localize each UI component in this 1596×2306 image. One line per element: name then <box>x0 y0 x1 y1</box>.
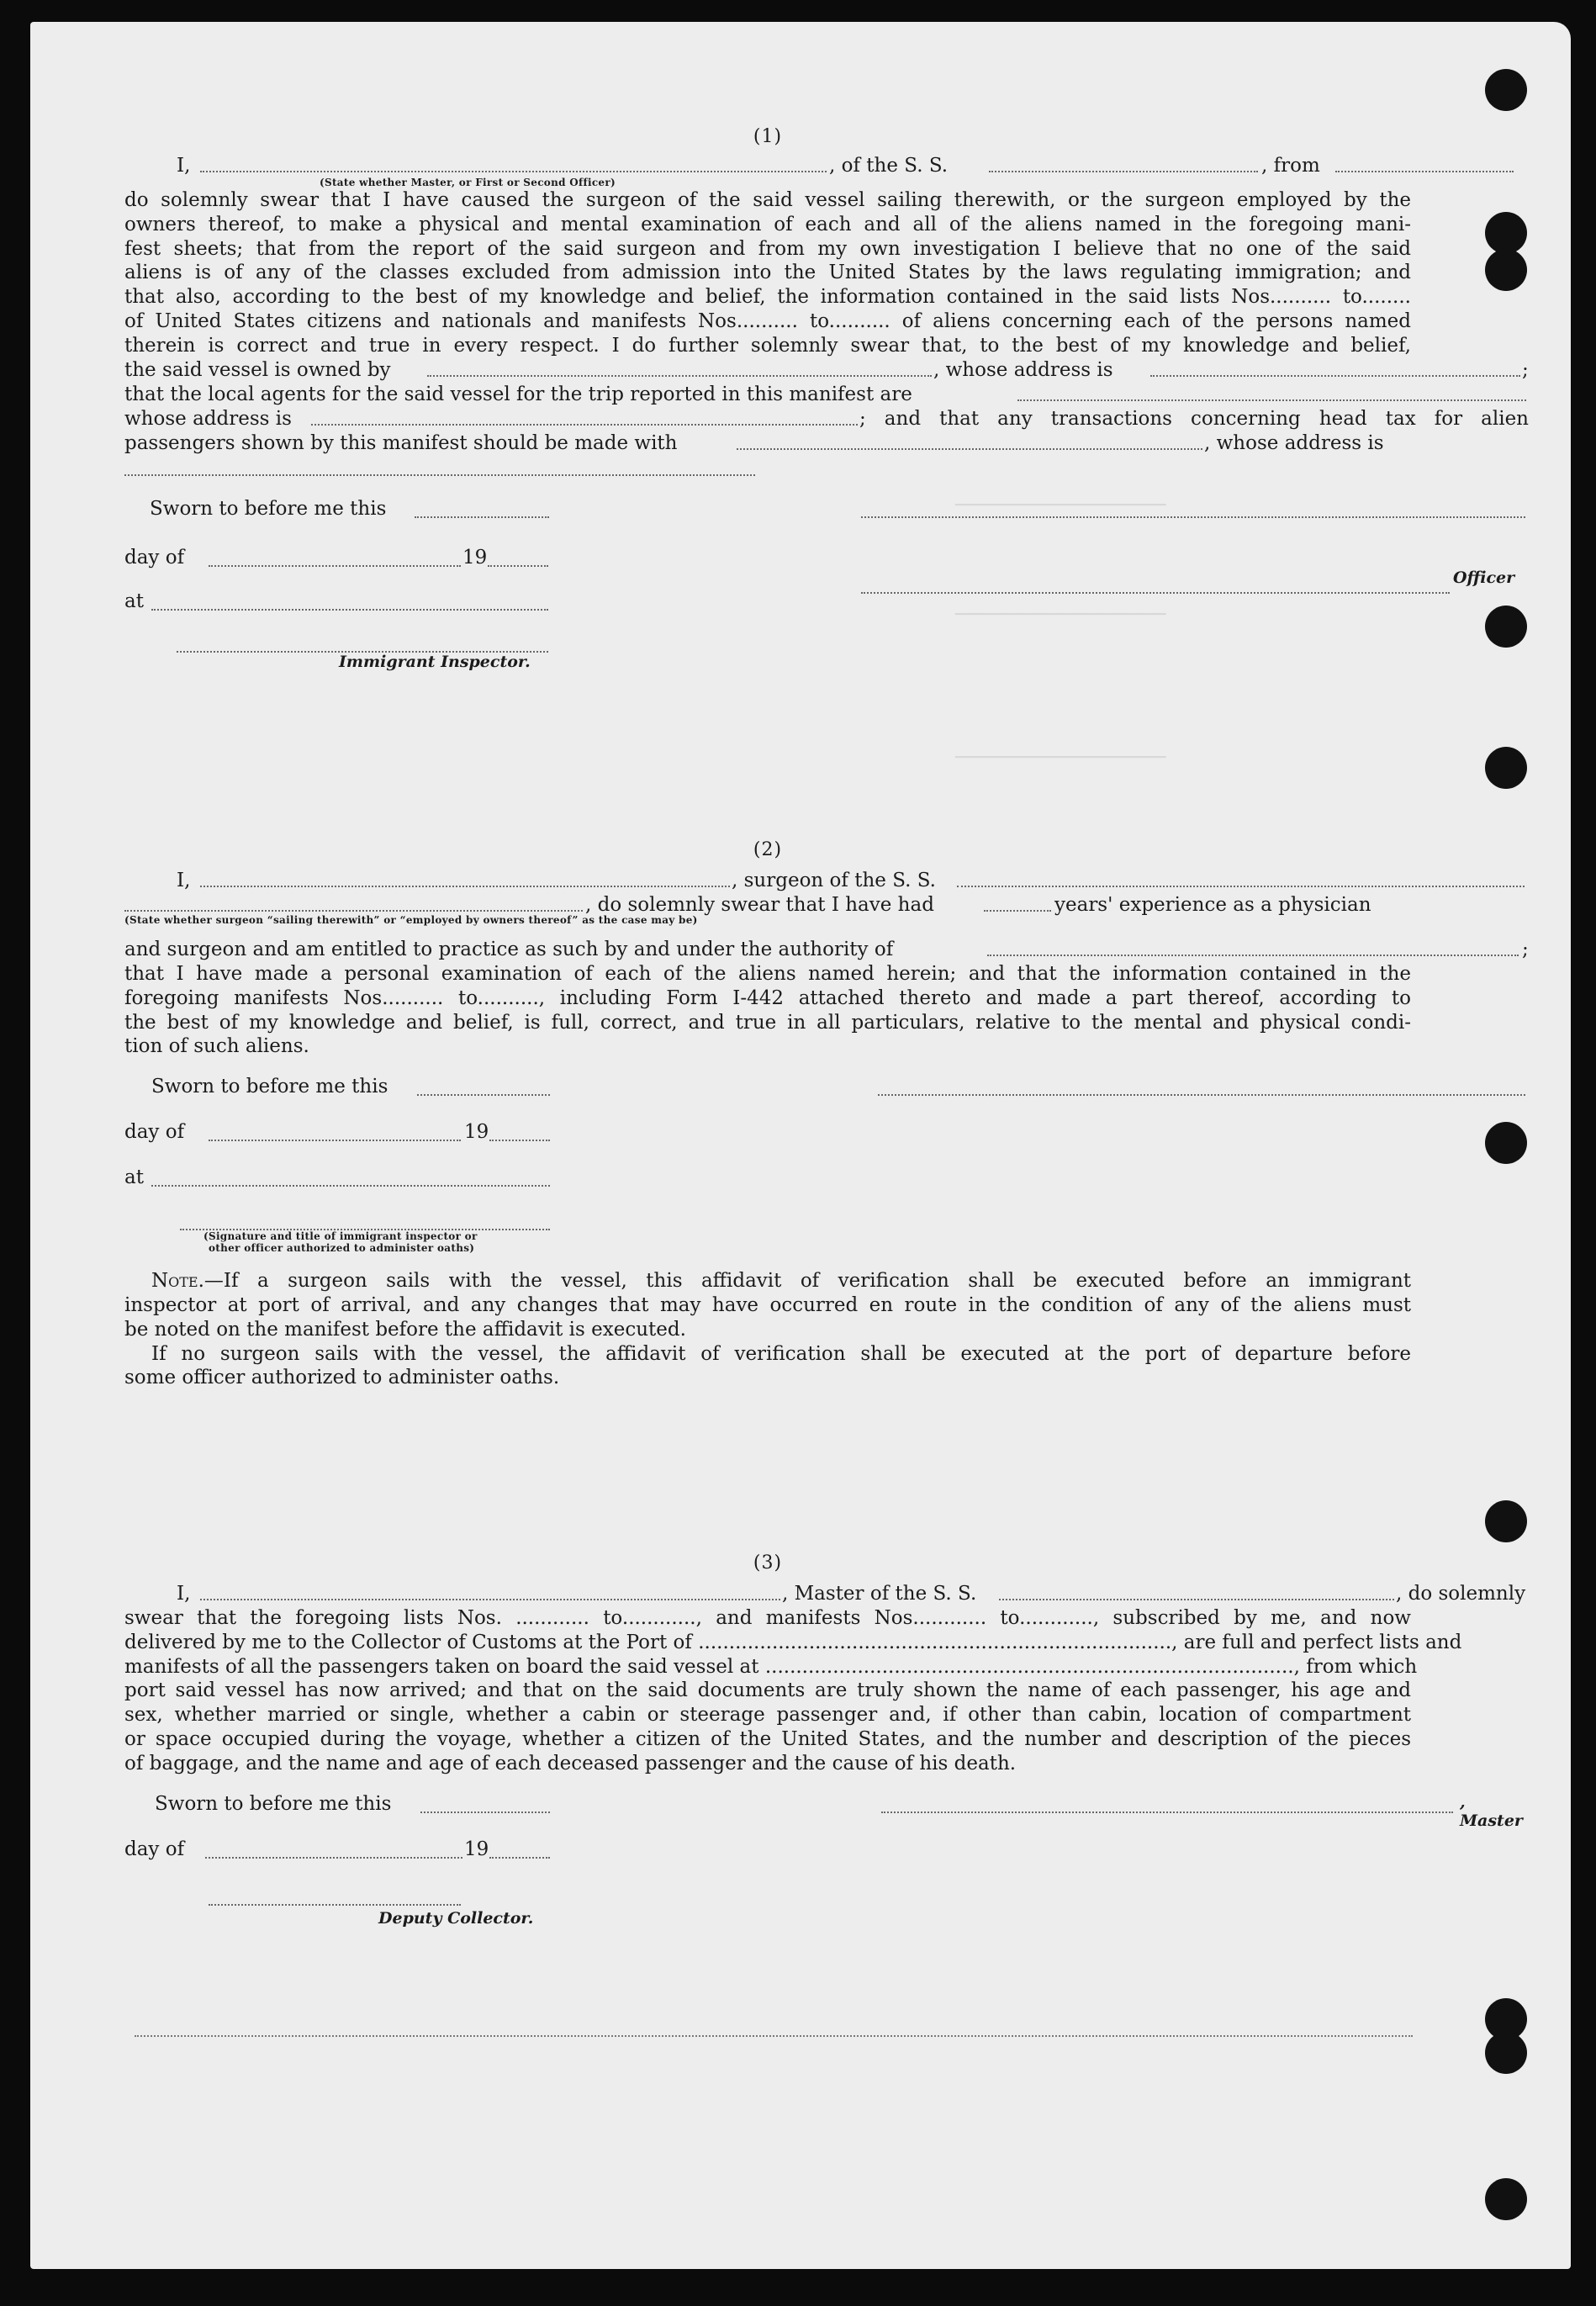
oath-i: I, <box>177 870 191 891</box>
year-label: 19 <box>462 546 488 569</box>
owned-by-label: the said vessel is owned by <box>124 358 391 381</box>
from-port-field[interactable] <box>1335 156 1514 172</box>
inspector-label: Immigrant Inspector. <box>339 652 531 671</box>
body-line: that also, according to the best of my knowledge and belief, the information contained in the said lists Nos.......... to........ <box>124 286 1411 309</box>
body-line: do solemnly swear that I have caused the surgeon of the said vessel sailing therewith, or the surgeon employed by the <box>124 189 1411 211</box>
officer-signature-field[interactable] <box>861 501 1525 518</box>
body-line: of baggage, and the name and age of each deceased passenger and the cause of his death. <box>124 1752 1017 1774</box>
day-of-label: day of <box>124 1121 185 1144</box>
deputy-signature-field[interactable] <box>209 1889 461 1906</box>
body-line: tion of such aliens. <box>124 1035 309 1058</box>
section-1-number: (1) <box>753 126 783 147</box>
inspector-sig-row <box>124 1214 1411 1261</box>
bleed-through-ghost: ──────────────── <box>955 745 1166 770</box>
passengers-label: passengers shown by this manifest should be made with <box>124 431 678 454</box>
body-line: therein is correct and true in every respect. I do further solemnly swear that, to the best of my knowledge and belief, <box>124 334 1411 357</box>
officer-title-field[interactable] <box>861 577 1450 594</box>
section-2-line-3 <box>124 938 1529 962</box>
agents-field[interactable] <box>1017 384 1526 401</box>
punch-hole <box>1485 606 1527 648</box>
authority-text: and surgeon and am entitled to practice as such by and under the authority of <box>124 939 894 960</box>
sworn-date-field[interactable] <box>417 1079 550 1096</box>
note-text: —If a surgeon sails with the vessel, this affidavit of verification shall be executed before an immigrant <box>203 1270 1411 1293</box>
at-label: at <box>124 1166 144 1189</box>
body-line: sex, whether married or single, whether a cabin or steerage passenger and, if other than cabin, location of compartment <box>124 1704 1411 1727</box>
owner-address-field[interactable] <box>1150 360 1520 377</box>
punch-hole <box>1485 249 1527 291</box>
body-line: or space occupied during the voyage, whether a citizen of the United States, and the number and description of the pieces <box>124 1727 1411 1750</box>
signature-caption: other officer authorized to administer oaths) <box>209 1242 475 1255</box>
body-line: foregoing manifests Nos.......... to.........., including Form I-442 attached thereto and made a part thereof, according to <box>124 986 1411 1009</box>
body-line: aliens is of any of the classes excluded from admission into the United States by the laws regulating immigration; and <box>124 262 1411 284</box>
at-row-2 <box>124 1165 1411 1214</box>
section-3-line-1 <box>124 1582 1526 1606</box>
owner-field[interactable] <box>427 360 932 377</box>
note-line: be noted on the manifest before the affidavit is executed. <box>124 1318 686 1341</box>
year-field[interactable] <box>489 1124 550 1141</box>
whose-address-end: , whose address is <box>1204 431 1384 454</box>
oath-i: I, <box>177 155 191 177</box>
master-label: Master <box>1460 1811 1523 1830</box>
note-line <box>124 1269 1411 1293</box>
semicolon: ; <box>1522 939 1529 960</box>
surgeon-name-field[interactable] <box>200 870 730 887</box>
signature-caption: (Signature and title of immigrant inspector or <box>203 1230 478 1243</box>
section-2 <box>124 839 1529 1390</box>
vessel-name-field[interactable] <box>989 156 1258 172</box>
body-line: delivered by me to the Collector of Customs at the Port of ............................................................................., are full and perfect lists and <box>124 1631 1462 1653</box>
agents-line <box>124 383 1411 407</box>
note-line: some officer authorized to administer oaths. <box>124 1367 560 1389</box>
body-line: owners thereof, to make a physical and mental examination of each and all of the aliens named in the foregoing mani- <box>124 213 1411 235</box>
bottom-dotted-rule <box>135 2035 1413 2037</box>
body-line: the best of my knowledge and belief, is full, correct, and true in all particulars, relative to the mental and physical condi- <box>124 1011 1411 1034</box>
inspector-signature-field[interactable] <box>177 636 548 653</box>
authority-field[interactable] <box>987 939 1519 956</box>
officer-signature-field[interactable] <box>180 1214 550 1230</box>
sworn-label: Sworn to before me this <box>150 497 387 520</box>
day-of-label: day of <box>124 1838 185 1860</box>
section-2-line-2 <box>124 893 1411 918</box>
day-of-label: day of <box>124 546 185 569</box>
owner-address-label: , whose address is <box>933 358 1113 381</box>
head-tax-address-field[interactable] <box>124 459 755 476</box>
surgeon-of-label: , surgeon of the S. S. <box>732 870 936 891</box>
punch-hole <box>1485 69 1527 111</box>
surgeon-status-field[interactable] <box>124 895 583 912</box>
passengers-line <box>124 431 1411 456</box>
section-2-number: (2) <box>753 839 783 860</box>
master-sig-label: , Master <box>1460 1792 1523 1830</box>
punch-hole <box>1485 747 1527 789</box>
head-tax-text: ; and that any transactions concerning head tax for alien <box>859 407 1529 430</box>
of-the-ss-label: , of the S. S. <box>829 155 949 177</box>
note-line: If no surgeon sails with the vessel, the affidavit of verification shall be executed at the port of departure before <box>151 1342 1411 1365</box>
day-field[interactable] <box>209 1124 461 1141</box>
section-2-body <box>124 962 1411 1059</box>
year-field[interactable] <box>489 1842 550 1859</box>
note-label: Note. <box>151 1270 204 1293</box>
sworn-label: Sworn to before me this <box>151 1076 388 1098</box>
deputy-row <box>124 1884 1411 1934</box>
semicolon: ; <box>1522 358 1529 381</box>
section-2-line-1 <box>124 869 1411 893</box>
agents-label: that the local agents for the said vessel for the trip reported in this manifest are <box>124 383 912 405</box>
body-line: swear that the foregoing lists Nos. ............ to............, and manifests Nos............ to............, subscribed by me, and now <box>124 1607 1411 1629</box>
head-tax-party-field[interactable] <box>737 433 1202 450</box>
section-1 <box>124 126 1529 674</box>
years-field[interactable] <box>984 895 1051 912</box>
day-field[interactable] <box>209 550 461 567</box>
section-3 <box>124 1552 1526 1934</box>
section-2-caption: (State whether surgeon “sailing therewith” or “employed by owners thereof” as the case may be) <box>124 914 698 926</box>
punch-hole <box>1485 2032 1527 2074</box>
master-signature-field[interactable] <box>881 1796 1453 1813</box>
master-name-field[interactable] <box>200 1584 780 1600</box>
officer-label: Officer <box>1453 568 1515 587</box>
section-1-caption: (State whether Master, or First or Second Officer) <box>320 177 616 188</box>
at-field[interactable] <box>151 594 548 611</box>
owned-by-line <box>124 358 1529 383</box>
punch-hole <box>1485 1122 1527 1164</box>
sworn-date-field[interactable] <box>420 1796 550 1813</box>
surgeon-vessel-field[interactable] <box>957 870 1525 887</box>
punch-hole <box>1485 2178 1527 2220</box>
body-line: of United States citizens and nationals and manifests Nos.......... to.......... of aliens concerning each of the persons named <box>124 309 1411 332</box>
year-label: 19 <box>464 1121 489 1144</box>
body-line: that I have made a personal examination of each of the aliens named herein; and that the information contained in the <box>124 963 1411 985</box>
bleed-through-ghost: ──────────────── <box>955 493 1166 518</box>
solemnly-swear-text: , do solemnly swear that I have had <box>585 894 934 916</box>
day-row-3 <box>124 1835 1411 1884</box>
from-label: , from <box>1261 155 1320 177</box>
body-line: fest sheets; that from the report of the said surgeon and from my own investigation I believe that no one of the said <box>124 237 1411 260</box>
deputy-collector-label: Deputy Collector. <box>378 1908 534 1928</box>
inspector-row <box>124 636 1411 674</box>
body-line: port said vessel has now arrived; and that on the said documents are truly shown the name of each passenger, his age and <box>124 1679 1411 1702</box>
note <box>124 1269 1411 1390</box>
sworn-date-field[interactable] <box>415 501 549 518</box>
note-line: inspector at port of arrival, and any changes that may have occurred en route in the condition of any of the aliens must <box>124 1293 1411 1316</box>
punch-hole <box>1485 212 1527 254</box>
body-line: manifests of all the passengers taken on board the said vessel at ......................................................................................, from which <box>124 1655 1418 1678</box>
do-solemnly-text: , do solemnly <box>1396 1583 1526 1605</box>
sworn-row-1 <box>124 489 1411 538</box>
at-row-1 <box>124 568 1515 636</box>
bleed-through-ghost: ──────────────── <box>955 602 1166 627</box>
master-vessel-field[interactable] <box>999 1584 1394 1600</box>
section-1-line-1 <box>124 154 1411 178</box>
day-field[interactable] <box>205 1842 462 1859</box>
master-of-label: , Master of the S. S. <box>782 1583 977 1605</box>
sworn-row-2 <box>124 1067 1411 1116</box>
sworn-row-3 <box>124 1786 1523 1835</box>
punch-hole <box>1485 1500 1527 1542</box>
section-3-body <box>124 1606 1462 1776</box>
officer-name-field[interactable] <box>200 156 827 172</box>
section-1-body <box>124 188 1411 358</box>
whose-address-label: whose address is <box>124 407 292 430</box>
agents-address-field[interactable] <box>311 409 858 426</box>
at-label: at <box>124 590 144 612</box>
at-field[interactable] <box>151 1170 550 1187</box>
oath-i: I, <box>177 1583 191 1605</box>
day-row-2 <box>124 1116 1411 1165</box>
sworn-label: Sworn to before me this <box>155 1792 392 1815</box>
year-field[interactable] <box>488 550 548 567</box>
surgeon-signature-field[interactable] <box>878 1079 1525 1096</box>
whose-address-line <box>124 407 1529 431</box>
section-3-number: (3) <box>753 1552 783 1573</box>
years-experience-text: years' experience as a physician <box>1054 894 1371 916</box>
year-label: 19 <box>464 1838 489 1860</box>
